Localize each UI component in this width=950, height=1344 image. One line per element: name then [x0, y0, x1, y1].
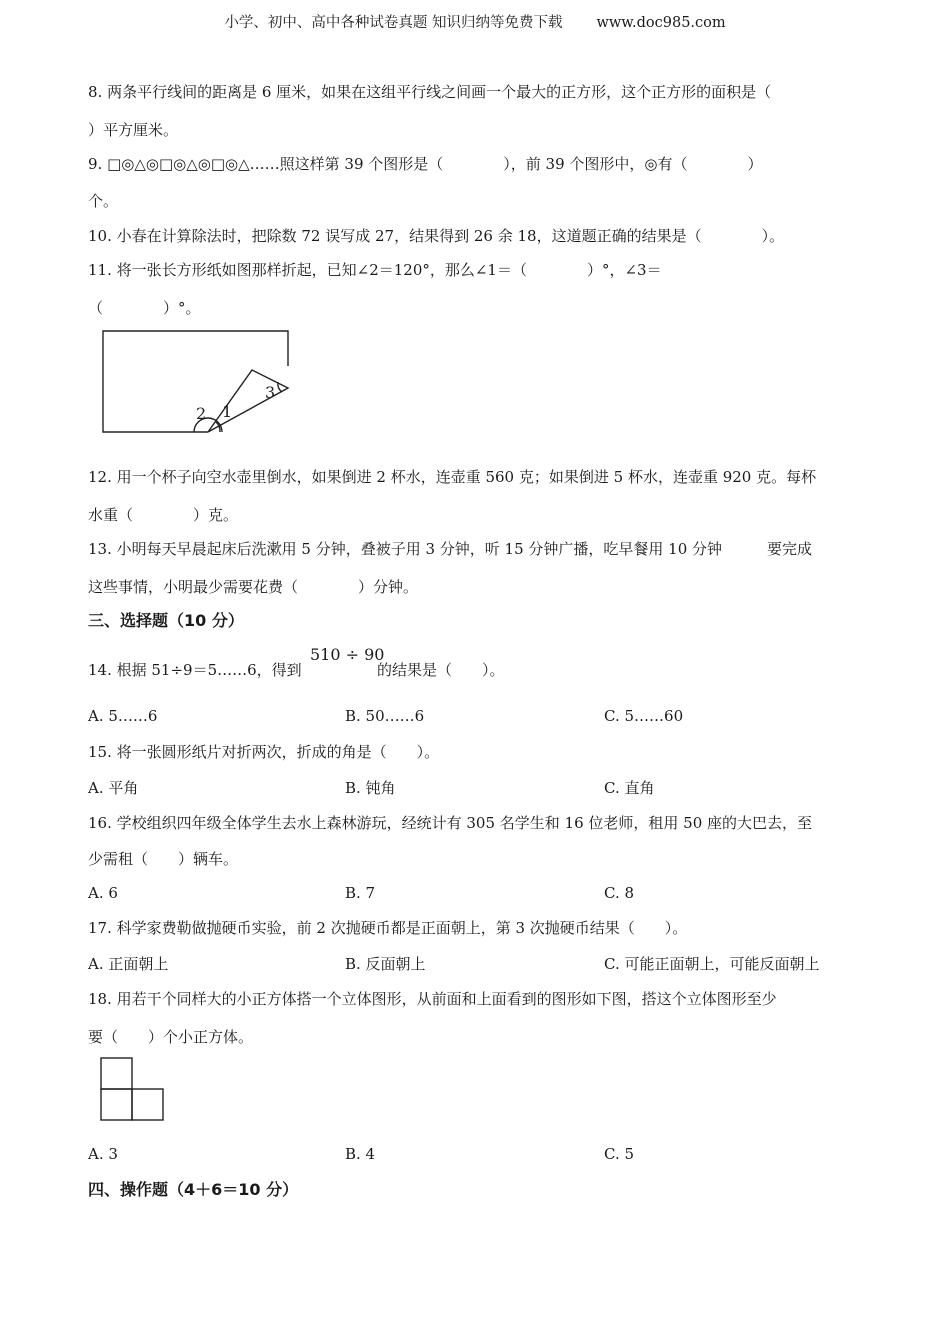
- q18-option-a: A. 3: [88, 1145, 118, 1163]
- q11-folded-paper-figure: [98, 326, 294, 438]
- q17-option-b: B. 反面朝上: [345, 955, 426, 973]
- q17-option-c: C. 可能正面朝上，可能反面朝上: [604, 955, 820, 973]
- page-header: [0, 13, 950, 33]
- cube-square-bottom-left: [101, 1089, 132, 1120]
- q14-option-a: A. 5……6: [88, 707, 158, 725]
- q15-option-a: A. 平角: [88, 779, 139, 797]
- q9-line1: 9. □◎△◎□◎△◎□◎△……照这样第 39 个图形是（ ），前 39 个图形中，◎有（ ）: [88, 155, 763, 173]
- q12-line2: 水重（ ）克。: [88, 506, 239, 524]
- section3-title: 三、选择题（10 分）: [88, 611, 244, 630]
- cube-square-bottom-right: [132, 1089, 163, 1120]
- angle-1-label: 1: [222, 402, 233, 421]
- q18-option-c: C. 5: [604, 1145, 635, 1163]
- header-text: 小学、初中、高中各种试卷真题 知识归纳等免费下载: [224, 15, 563, 31]
- q15-text: 15. 将一张圆形纸片对折两次，折成的角是（ ）。: [88, 743, 440, 761]
- q18-view-figure: [99, 1056, 165, 1122]
- q18-line2: 要（ ）个小正方体。: [88, 1028, 254, 1046]
- angle-2-label: 2: [196, 404, 207, 423]
- q10-line1: 10. 小春在计算除法时，把除数 72 误写成 27，结果得到 26 余 18，这道题正确的结果是（ ）。: [88, 227, 785, 245]
- q14-text-before: 14. 根据 51÷9＝5……6，得到: [88, 661, 302, 679]
- q15-option-c: C. 直角: [604, 779, 655, 797]
- header-site: www.doc985.com: [596, 15, 726, 31]
- q15-option-b: B. 钝角: [345, 779, 396, 797]
- q18-option-b: B. 4: [345, 1145, 376, 1163]
- q8-line2: ）平方厘米。: [88, 121, 179, 139]
- angle-3-label: 3: [265, 383, 276, 402]
- q14-expression: 510 ÷ 90: [310, 645, 385, 664]
- section4-title: 四、操作题（4＋6＝10 分）: [88, 1180, 299, 1199]
- q16-option-b: B. 7: [345, 884, 376, 902]
- cube-square-top: [101, 1058, 132, 1089]
- q14-option-b: B. 50……6: [345, 707, 425, 725]
- folded-flap: [208, 370, 288, 432]
- q11-line1: 11. 将一张长方形纸如图那样折起，已知∠2＝120°，那么∠1＝（ ）°，∠3＝: [88, 261, 662, 279]
- q8-line1: 8. 两条平行线间的距离是 6 厘米，如果在这组平行线之间画一个最大的正方形，这个正方形的面积是（: [88, 83, 772, 101]
- q9-line2: 个。: [88, 192, 119, 210]
- q17-option-a: A. 正面朝上: [88, 955, 169, 973]
- q18-line1: 18. 用若干个同样大的小正方体搭一个立体图形，从前面和上面看到的图形如下图，搭这个立体图形至少: [88, 990, 777, 1008]
- q14-text-after: 的结果是（ ）。: [377, 661, 505, 679]
- q13-line2: 这些事情，小明最少需要花费（ ）分钟。: [88, 578, 419, 596]
- q12-line1: 12. 用一个杯子向空水壶里倒水，如果倒进 2 杯水，连壶重 560 克；如果倒进 5 杯水，连壶重 920 克。每杯: [88, 468, 817, 486]
- q11-line2: （ ）°。: [88, 299, 201, 317]
- q17-text: 17. 科学家费勒做抛硬币实验，前 2 次抛硬币都是正面朝上，第 3 次抛硬币结果（ ）。: [88, 919, 688, 937]
- q16-line1: 16. 学校组织四年级全体学生去水上森林游玩，经统计有 305 名学生和 16 位老师，租用 50 座的大巴去，至: [88, 814, 813, 832]
- q16-line2: 少需租（ ）辆车。: [88, 850, 239, 868]
- q16-option-a: A. 6: [88, 884, 118, 902]
- q16-option-c: C. 8: [604, 884, 635, 902]
- q13-line1: 13. 小明每天早晨起床后洗漱用 5 分钟，叠被子用 3 分钟，听 15 分钟广播，吃早餐用 10 分钟 要完成: [88, 540, 813, 558]
- q14-option-c: C. 5……60: [604, 707, 684, 725]
